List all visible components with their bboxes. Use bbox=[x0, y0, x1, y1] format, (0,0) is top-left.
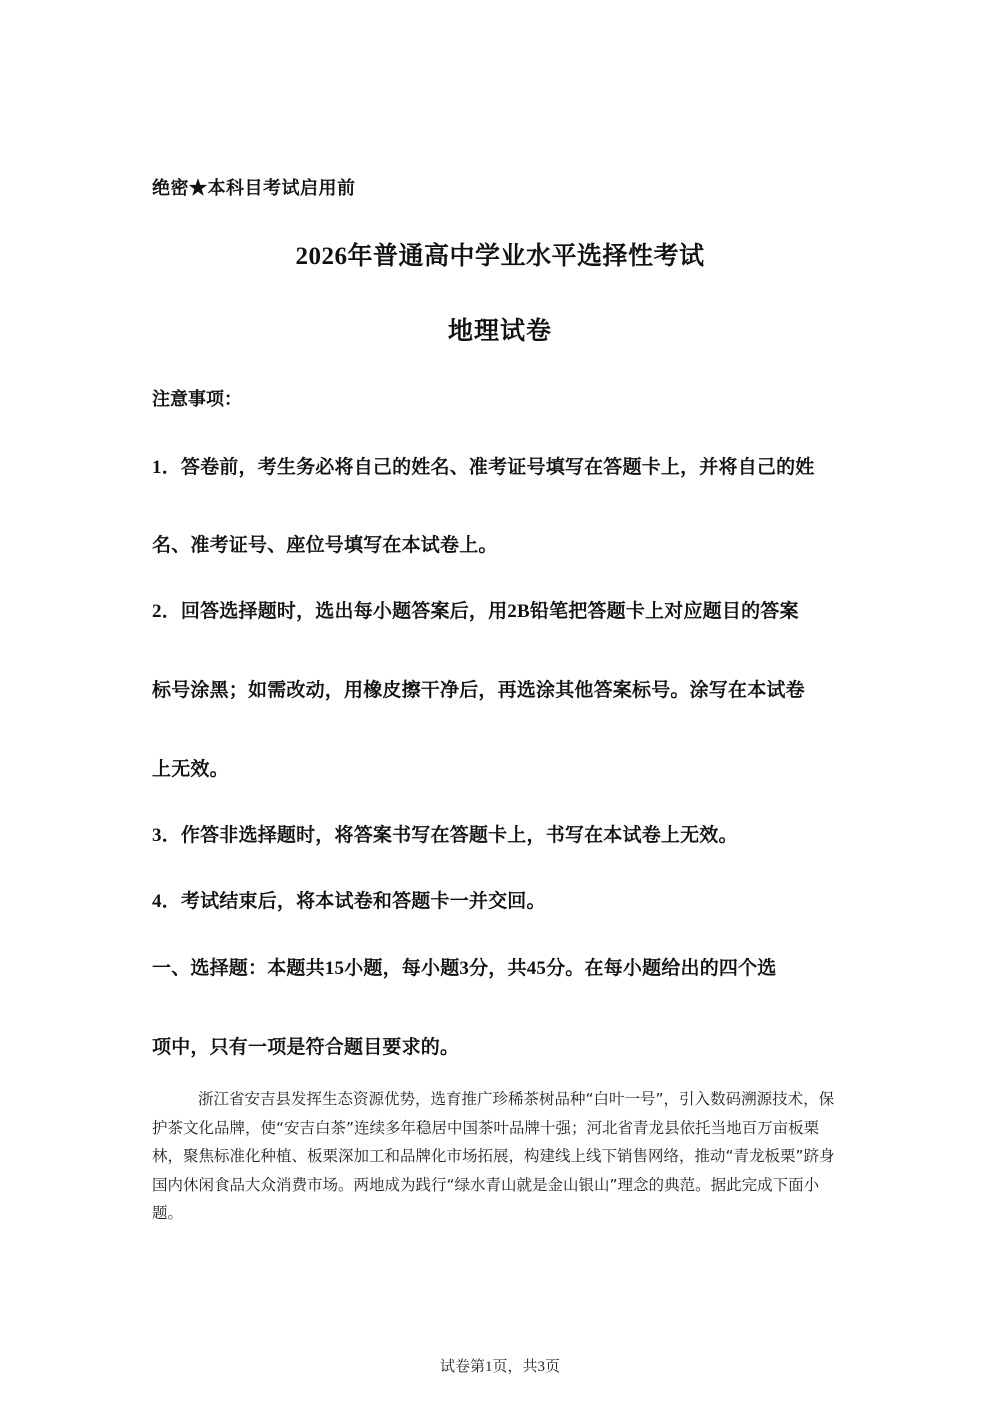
notice-line: 4．考试结束后，将本试卷和答题卡一并交回。 bbox=[152, 891, 546, 912]
question-passage bbox=[152, 1085, 842, 1228]
notice-line: 上无效。 bbox=[152, 759, 229, 780]
notice-line: 3．作答非选择题时，将答案书写在答题卡上，书写在本试卷上无效。 bbox=[152, 825, 738, 846]
notice-line: 标号涂黑；如需改动，用橡皮擦干净后，再选涂其他答案标号。涂写在本试卷 bbox=[152, 680, 805, 701]
page-footer: 试卷第1页，共3页 bbox=[439, 1359, 560, 1375]
paper-title: 地理试卷 bbox=[447, 318, 552, 345]
notice-line: 2．回答选择题时，选出每小题答案后，用2B铅笔把答题卡上对应题目的答案 bbox=[152, 601, 799, 622]
notice-heading: 注意事项： bbox=[152, 389, 242, 409]
confidential-label: 绝密★本科目考试启用前 bbox=[152, 178, 356, 198]
section-heading-line: 项中，只有一项是符合题目要求的。 bbox=[152, 1037, 460, 1058]
passage-text: 浙江省安吉县发挥生态资源优势，选育推广珍稀茶树品种“白叶一号”，引入数码溯源技术，保护茶文化品牌，使“安吉白茶”连续多年稳居中国茶叶品牌十强；河北省青龙县依托当地百万亩板栗林，聚焦标准化种植、板栗深加工和品牌化市场拓展，构建线上线下销售网络，推动“青龙板栗”跻身国内休闲食品大众消费市场。两地成为践行“绿水青山就是金山银山”理念的典范。据此完成下面小题。 bbox=[152, 1090, 835, 1222]
exam-title: 2026年普通高中学业水平选择性考试 bbox=[295, 243, 705, 270]
notice-line: 名、准考证号、座位号填写在本试卷上。 bbox=[152, 535, 498, 556]
section-heading-line: 一、选择题：本题共15小题，每小题3分，共45分。在每小题给出的四个选 bbox=[152, 958, 777, 979]
notice-line: 1．答卷前，考生务必将自己的姓名、准考证号填写在答题卡上，并将自己的姓 bbox=[152, 457, 815, 478]
